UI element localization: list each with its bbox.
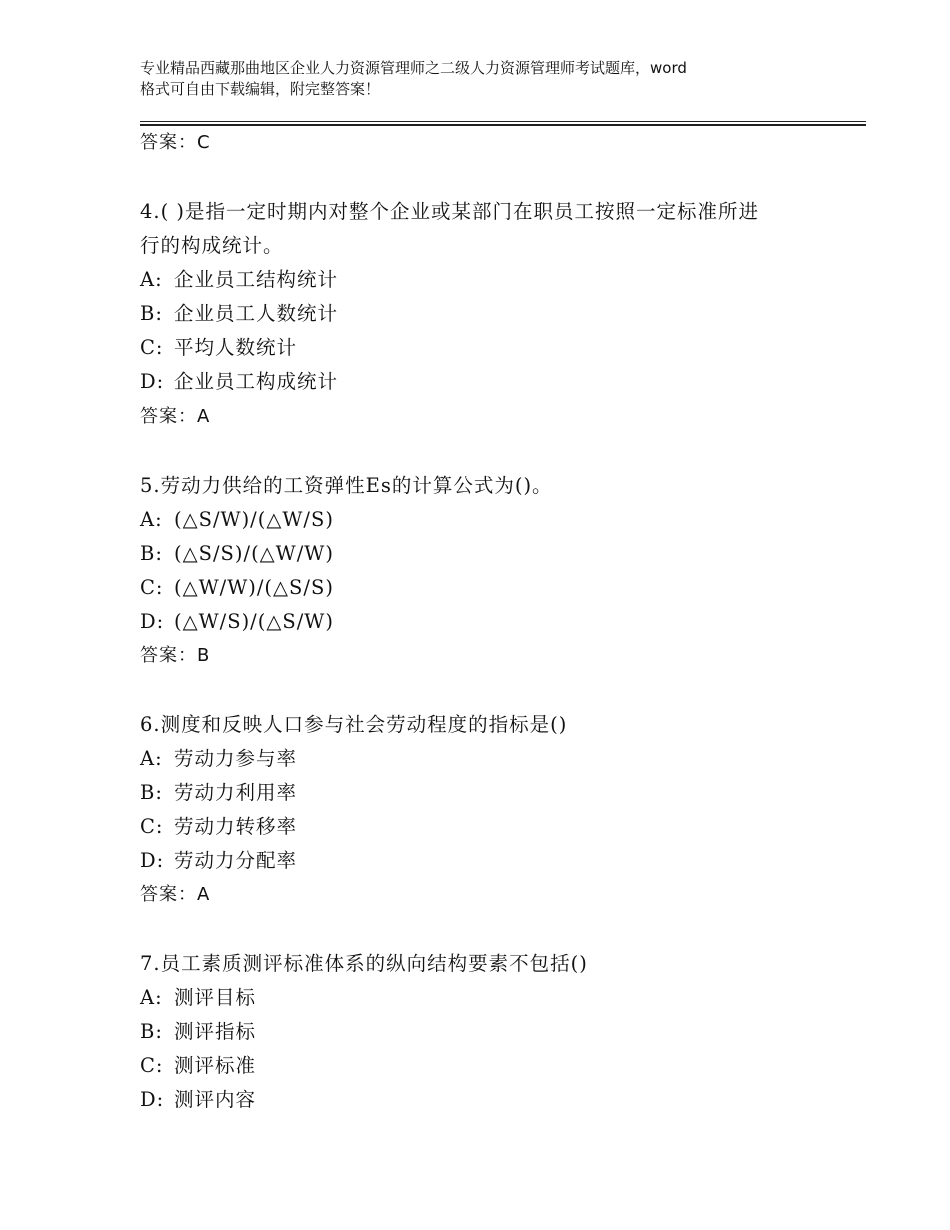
question-7-option-c: [140, 1053, 256, 1079]
option-text: 劳动力利用率: [174, 781, 298, 804]
option-text: 测评内容: [174, 1088, 257, 1111]
question-4-stem-line-1: 4.( )是指一定时期内对整个企业或某部门在职员工按照一定标准所进: [140, 200, 760, 223]
question-4-option-a: [140, 267, 338, 293]
question-7-option-b: [140, 1019, 256, 1045]
question-7-stem: 7.员工素质测评标准体系的纵向结构要素不包括(): [140, 952, 588, 975]
question-4-answer: 答案：A: [140, 406, 211, 427]
question-5-option-c: [140, 575, 334, 601]
option-letter: B:: [140, 302, 163, 325]
option-letter: C:: [140, 336, 164, 359]
option-letter: D:: [140, 370, 165, 393]
question-4-stem-line-2: 行的构成统计。: [140, 234, 284, 257]
question-6-option-c: [140, 814, 297, 840]
option-text: 劳动力转移率: [174, 815, 298, 838]
option-letter: A:: [140, 268, 163, 291]
option-text: 劳动力参与率: [174, 747, 298, 770]
question-7-option-d: [140, 1087, 256, 1113]
option-letter: B:: [140, 1020, 163, 1043]
option-text: 平均人数统计: [174, 336, 298, 359]
option-text: 企业员工人数统计: [174, 302, 339, 325]
option-letter: D:: [140, 610, 165, 633]
option-letter: D:: [140, 849, 165, 872]
question-7-option-a: [140, 985, 256, 1011]
option-text: 劳动力分配率: [174, 849, 298, 872]
question-4-option-b: [140, 301, 338, 327]
option-text: (△S/S)/(△W/W): [174, 542, 334, 565]
question-5-option-b: [140, 541, 334, 567]
option-letter: A:: [140, 986, 163, 1009]
option-letter: C:: [140, 576, 164, 599]
option-letter: C:: [140, 815, 164, 838]
option-letter: B:: [140, 542, 163, 565]
question-5-answer: 答案：B: [140, 645, 211, 666]
header-line-1: 专业精品西藏那曲地区企业人力资源管理师之二级人力资源管理师考试题库，word: [140, 59, 687, 77]
option-text: (△W/S)/(△S/W): [174, 610, 334, 633]
option-text: 企业员工结构统计: [174, 268, 339, 291]
question-6-stem: 6.测度和反映人口参与社会劳动程度的指标是(): [140, 713, 568, 736]
answer-label: 答案：C: [140, 132, 211, 153]
question-6-option-b: [140, 780, 297, 806]
question-5-option-a: [140, 507, 334, 533]
header-rule-thin: [140, 121, 866, 122]
question-5-stem: 5.劳动力供给的工资弹性Es的计算公式为()。: [140, 474, 553, 497]
option-text: 测评标准: [174, 1054, 257, 1077]
option-letter: C:: [140, 1054, 164, 1077]
option-letter: D:: [140, 1088, 165, 1111]
question-6-option-a: [140, 746, 297, 772]
option-text: 测评目标: [174, 986, 257, 1009]
question-4-option-c: [140, 335, 297, 361]
header-rule-thick: [140, 124, 866, 126]
option-letter: A:: [140, 508, 163, 531]
question-6-option-d: [140, 848, 297, 874]
option-text: (△S/W)/(△W/S): [174, 508, 334, 531]
question-4-option-d: [140, 369, 338, 395]
question-6-answer: 答案：A: [140, 884, 211, 905]
question-5-option-d: [140, 609, 334, 635]
option-letter: B:: [140, 781, 163, 804]
option-text: (△W/W)/(△S/S): [174, 576, 334, 599]
option-text: 企业员工构成统计: [174, 370, 339, 393]
option-text: 测评指标: [174, 1020, 257, 1043]
option-letter: A:: [140, 747, 163, 770]
header-line-2: 格式可自由下载编辑，附完整答案！: [140, 80, 381, 98]
document-header: [140, 58, 830, 100]
